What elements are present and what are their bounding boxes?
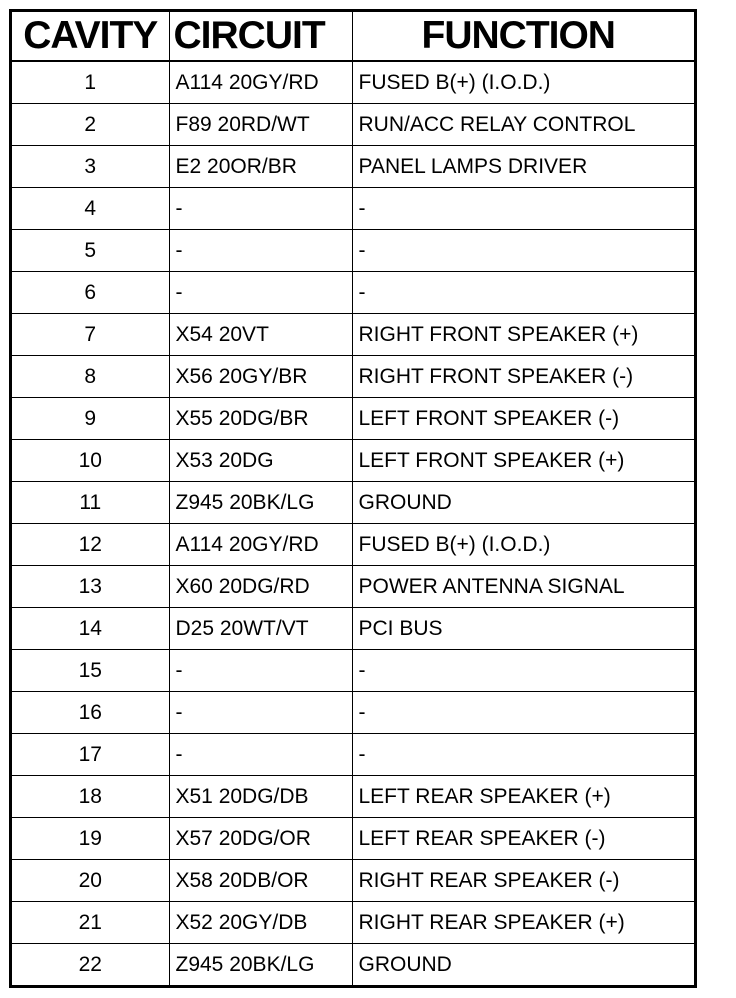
table-row [12, 398, 694, 440]
function-cell: POWER ANTENNA SIGNAL [352, 566, 694, 608]
table-row [12, 230, 694, 272]
function-cell: LEFT FRONT SPEAKER (+) [352, 440, 694, 482]
table-row [12, 146, 694, 188]
circuit-cell: E2 20OR/BR [169, 146, 352, 188]
function-cell: - [352, 650, 694, 692]
function-cell: GROUND [352, 944, 694, 986]
table-row [12, 902, 694, 944]
header-row [12, 12, 694, 61]
circuit-cell: A114 20GY/RD [169, 61, 352, 104]
function-cell: RUN/ACC RELAY CONTROL [352, 104, 694, 146]
function-cell: LEFT REAR SPEAKER (-) [352, 818, 694, 860]
function-cell: PANEL LAMPS DRIVER [352, 146, 694, 188]
circuit-cell: - [169, 272, 352, 314]
cavity-cell: 13 [12, 566, 169, 608]
circuit-cell: X54 20VT [169, 314, 352, 356]
cavity-cell: 1 [12, 61, 169, 104]
circuit-cell: Z945 20BK/LG [169, 944, 352, 986]
circuit-cell: F89 20RD/WT [169, 104, 352, 146]
table-row [12, 440, 694, 482]
table-row [12, 104, 694, 146]
cavity-cell: 6 [12, 272, 169, 314]
cavity-cell: 18 [12, 776, 169, 818]
table-row [12, 482, 694, 524]
cavity-cell: 4 [12, 188, 169, 230]
table-row [12, 650, 694, 692]
cavity-cell: 14 [12, 608, 169, 650]
function-cell: RIGHT FRONT SPEAKER (-) [352, 356, 694, 398]
function-cell: FUSED B(+) (I.O.D.) [352, 61, 694, 104]
table-row [12, 524, 694, 566]
function-cell: - [352, 692, 694, 734]
function-cell: - [352, 734, 694, 776]
function-cell: FUSED B(+) (I.O.D.) [352, 524, 694, 566]
cavity-cell: 7 [12, 314, 169, 356]
table-row [12, 860, 694, 902]
cavity-cell: 2 [12, 104, 169, 146]
function-cell: - [352, 188, 694, 230]
circuit-cell: X57 20DG/OR [169, 818, 352, 860]
circuit-cell: X60 20DG/RD [169, 566, 352, 608]
circuit-cell: Z945 20BK/LG [169, 482, 352, 524]
cavity-cell: 17 [12, 734, 169, 776]
table-row [12, 188, 694, 230]
circuit-cell: D25 20WT/VT [169, 608, 352, 650]
cavity-cell: 16 [12, 692, 169, 734]
cavity-cell: 12 [12, 524, 169, 566]
function-cell: PCI BUS [352, 608, 694, 650]
circuit-cell: X56 20GY/BR [169, 356, 352, 398]
table-row [12, 734, 694, 776]
header-circuit: CIRCUIT [169, 12, 352, 61]
function-cell: RIGHT REAR SPEAKER (-) [352, 860, 694, 902]
function-cell: GROUND [352, 482, 694, 524]
cavity-cell: 22 [12, 944, 169, 986]
table-body [12, 61, 694, 985]
cavity-cell: 11 [12, 482, 169, 524]
cavity-cell: 20 [12, 860, 169, 902]
circuit-cell: - [169, 650, 352, 692]
cavity-cell: 8 [12, 356, 169, 398]
table-row [12, 566, 694, 608]
cavity-cell: 21 [12, 902, 169, 944]
circuit-cell: - [169, 734, 352, 776]
table-row [12, 272, 694, 314]
function-cell: LEFT FRONT SPEAKER (-) [352, 398, 694, 440]
table-row [12, 608, 694, 650]
cavity-cell: 3 [12, 146, 169, 188]
cavity-cell: 10 [12, 440, 169, 482]
cavity-cell: 19 [12, 818, 169, 860]
table-row [12, 356, 694, 398]
circuit-cell: X55 20DG/BR [169, 398, 352, 440]
function-cell: RIGHT FRONT SPEAKER (+) [352, 314, 694, 356]
table-row [12, 818, 694, 860]
cavity-cell: 9 [12, 398, 169, 440]
circuit-cell: X53 20DG [169, 440, 352, 482]
table-row [12, 692, 694, 734]
function-cell: RIGHT REAR SPEAKER (+) [352, 902, 694, 944]
header-cavity: CAVITY [12, 12, 169, 61]
function-cell: - [352, 272, 694, 314]
function-cell: - [352, 230, 694, 272]
cavity-cell: 15 [12, 650, 169, 692]
circuit-cell: - [169, 692, 352, 734]
circuit-cell: - [169, 230, 352, 272]
circuit-cell: X52 20GY/DB [169, 902, 352, 944]
table-row [12, 61, 694, 104]
function-cell: LEFT REAR SPEAKER (+) [352, 776, 694, 818]
cavity-cell: 5 [12, 230, 169, 272]
header-function: FUNCTION [352, 12, 694, 61]
circuit-cell: - [169, 188, 352, 230]
circuit-cell: X58 20DB/OR [169, 860, 352, 902]
table-row [12, 944, 694, 986]
table-row [12, 776, 694, 818]
connector-pinout-table [9, 9, 697, 988]
circuit-cell: X51 20DG/DB [169, 776, 352, 818]
table-row [12, 314, 694, 356]
circuit-cell: A114 20GY/RD [169, 524, 352, 566]
pinout-table [12, 12, 694, 985]
